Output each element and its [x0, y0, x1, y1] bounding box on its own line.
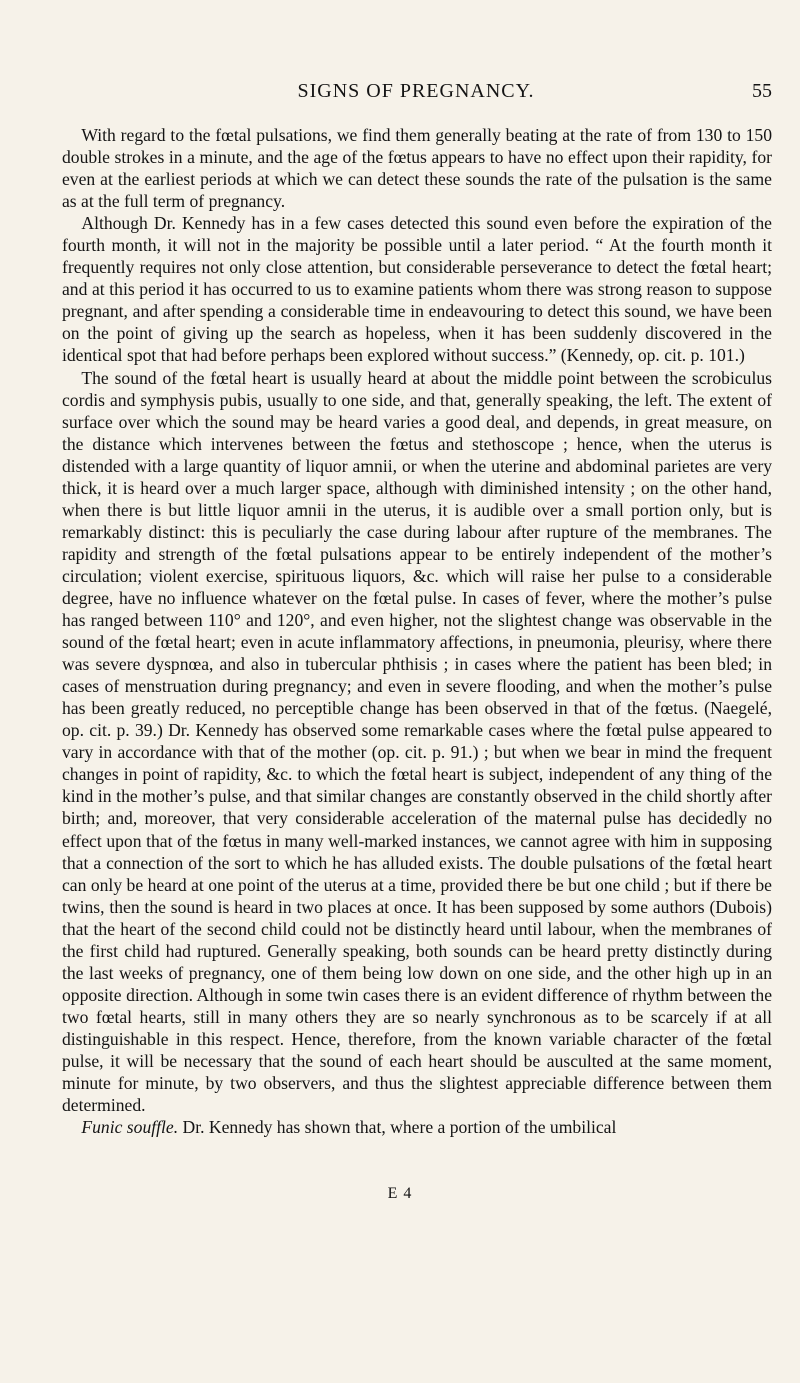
paragraph-sound-location: The sound of the fœtal heart is usually heard at about the middle point between the scrobiculus cordis and symphysis pubis, usually to one side, and that, generally speaking, the left. The extent of surface over which the sound may be heard varies a good deal, and depends, in great measure, on the distance which intervenes between the fœtus and stethoscope ; hence, when the uterus is distended with a large quantity of liquor amnii, or when the uterine and abdominal parietes are very thick, it is heard over a much larger space, although with diminished intensity ; on the other hand, when there is but little liquor amnii in the uterus, it is audible over a small portion only, but is remarkably distinct: this is peculiarly the case during labour after rupture of the membranes. The rapidity and strength of the fœtal pulsations appear to be entirely independent of the mother’s circulation; violent exercise, spirituous liquors, &c. which will raise her pulse to a considerable degree, have no influence whatever on the fœtal pulse. In cases of fever, where the mother’s pulse has ranged between 110° and 120°, and even higher, not the slightest change was observable in the sound of the fœtal heart; even in acute inflammatory affections, in pneumonia, pleurisy, where there was severe dyspnœa, and also in tubercular phthisis ; in cases where the patient has been bled; in cases of menstruation during pregnancy; and even in severe flooding, and when the mother’s pulse has been greatly reduced, no perceptible change has been observed in that of the fœtus. (Naegelé, op. cit. p. 39.) Dr. Kennedy has observed some remarkable cases where the fœtal pulse appeared to vary in accordance with that of the mother (op. cit. p. 91.) ; but when we bear in mind the frequent changes in point of rapidity, &c. to which the fœtal heart is subject, independent of any thing of the kind in the mother’s pulse, and that similar changes are constantly observed in the child shortly after birth; and, moreover, that very considerable acceleration of the maternal pulse has decidedly no effect upon that of the fœtus in many well-marked instances, we cannot agree with him in supposing that a connection of the sort to which he has alluded exists. The double pulsations of the fœtal heart can only be heard at one point of the uterus at a time, provided there be but one child ; but if there be twins, then the sound is heard in two places at once. It has been supposed by some authors (Dubois) that the heart of the second child could not be distinctly heard until labour, when the membranes of the first child had ruptured. Generally speaking, both sounds can be heard pretty distinctly during the last weeks of pregnancy, one of them being low down on one side, and the other high up in an opposite direction. Although in some twin cases there is an evident difference of rhythm between the two fœtal hearts, still in many others they are so nearly synchronous as to be scarcely if at all distinguishable in this respect. Hence, therefore, from the known variable character of the fœtal pulse, it will be necessary that the sound of each heart should be ausculted at the same moment, minute for minute, by two observers, and thus the slightest appreciable difference between them determined. — [62, 367, 772, 1116]
signature-mark: E 4 — [387, 1185, 413, 1202]
body-text — [62, 124, 772, 1138]
running-title: SIGNS OF PREGNANCY. — [297, 80, 535, 102]
paragraph-fourth-month: Although Dr. Kennedy has in a few cases detected this sound even before the expiration of the fourth month, it will not in the majority be possible until a later period. “ At the fourth month it frequently requires not only close attention, but considerable perseverance to detect the fœtal heart; and at this period it has occurred to us to examine patients whom there was strong reason to suppose pregnant, and after spending a considerable time in endeavouring to detect this sound, we have been on the point of giving up the search as hopeless, when it has been suddenly discovered in the identical spot that had before perhaps been explored without success.” (Kennedy, op. cit. p. 101.) — [62, 213, 772, 366]
page-number: 55 — [752, 80, 772, 102]
funic-souffle-heading: Funic souffle. — [81, 1117, 179, 1138]
paragraph-funic-souffle — [62, 1116, 772, 1138]
paragraph-foetal-rate: With regard to the fœtal pulsations, we find them generally beating at the rate of from 130 to 150 double strokes in a minute, and the age of the fœtus appears to have no effect upon their rapidity, for even at the earliest periods at which we can detect these sounds the rate of the pulsation is the same as at the full term of pregnancy. — [62, 125, 772, 212]
running-head — [60, 76, 772, 106]
funic-souffle-text: Dr. Kennedy has shown that, where a portion of the umbilical — [178, 1117, 617, 1138]
